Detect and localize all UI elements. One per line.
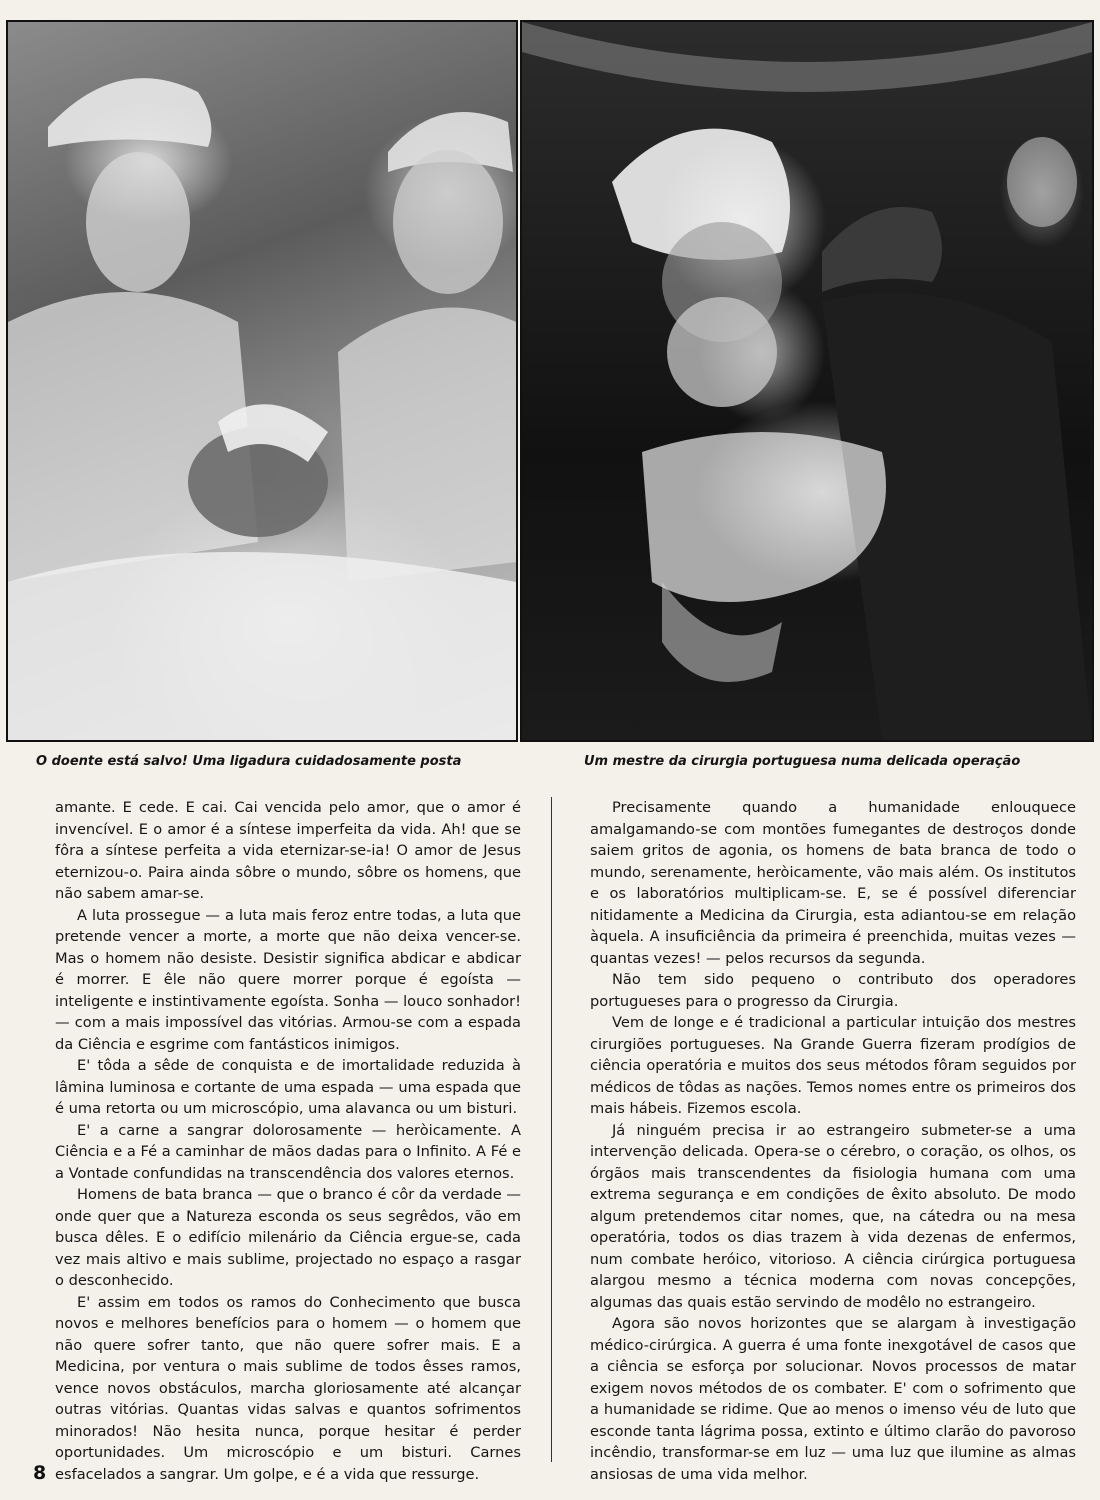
caption-right-photo: Um mestre da cirurgia portuguesa numa delicada operação [584, 754, 1021, 769]
photo-nurses-bandaging-patient [6, 20, 518, 742]
article-paragraph: E' tôda a sêde de conquista e de imortalidade reduzida à lâmina luminosa e cortante de uma espada — uma espada que é uma retorta ou um microscópio, uma alavanca ou um bisturi. [55, 1057, 521, 1117]
article-paragraph: Homens de bata branca — que o branco é côr da verdade — onde quer que a Natureza esconda os seus segrêdos, vão em busca dêles. E o edifício milenário da Ciência ergue-se, cada vez mais altivo e mais sublime, projectado no espaço a rasgar o desconhecido. [55, 1186, 521, 1289]
column-divider [551, 797, 552, 1462]
caption-left-photo: O doente está salvo! Uma ligadura cuidadosamente posta [36, 754, 462, 769]
article-paragraph: Já ninguém precisa ir ao estrangeiro submeter-se a uma intervenção delicada. Opera-se o cérebro, o coração, os olhos, os órgãos mais transcendentes da fisiologia humana com uma extrema segurança e em condições de êxito absoluto. De modo algum pretendemos citar nomes, que, na cátedra ou na mesa operatória, todos os dias trazem à vida dezenas de enfermos, num combate heróico, vitorioso. A ciência cirúrgica portuguesa alargou mesmo a técnica moderna com novas concepções, algumas das quais estão servindo de modêlo no estrangeiro. [590, 1121, 1076, 1311]
article-paragraph: Não tem sido pequeno o contributo dos operadores portugueses para o progresso da Cirurgia. [590, 971, 1076, 1010]
article-paragraph: Vem de longe e é tradicional a particular intuição dos mestres cirurgiões portugueses. Na Grande Guerra fizeram prodígios de ciência operatória e muitos dos seus métodos fôram seguidos por médicos de tôdas as nações. Temos nomes entre os primeiros dos mais hábeis. Fizemos escola. [590, 1014, 1076, 1117]
article-paragraph: Agora são novos horizontes que se alargam à investigação médico-cirúrgica. A guerra é uma fonte inexgotável de casos que a ciência se esforça por solucionar. Novos processos de matar exigem novos métodos de os combater. E' com o sofrimento que a humanidade se ridime. Que ao menos o imenso véu de luto que esconde tanta lágrima possa, extinto e último clarão do pavoroso incêndio, transformar-se em luz — uma luz que ilumine as almas ansiosas de uma vida melhor. [590, 1315, 1076, 1483]
article-paragraph: A luta prossegue — a luta mais feroz entre todas, a luta que pretende vencer a morte, a morte que não deixa vencer-se. Mas o homem não desiste. Desistir significa abdicar e abdicar é morrer. E êle não quere morrer porque é egoísta — inteligente e instintivamente egoísta. Sonha — louco sonhador! — com a mais impossível das vitórias. Armou-se com a espada da Ciência e esgrime com fantásticos inimigos. [55, 906, 521, 1053]
article-paragraph: E' a carne a sangrar dolorosamente — heròicamente. A Ciência e a Fé a caminhar de mãos dadas para o Infinito. A Fé e a Vontade confundidas na transcendência dos valores eternos. [55, 1121, 521, 1182]
article-left-column [55, 797, 521, 1485]
article-paragraph: E' assim em todos os ramos do Conhecimento que busca novos e melhores benefícios para o homem — o homem que não quere sofrer tanto, que não quere sofrer mais. E a Medicina, por ventura o mais sublime de todos êsses ramos, vence novos obstáculos, marcha gloriosamente até alcançar outras vitórias. Quantas vidas salvas e quantos sofrimentos minorados! Não hesita nunca, porque hesitar é perder oportunidades. Um microscópio e um bisturi. Carnes esfacelados a sangrar. Um golpe, e é a vida que ressurge. [55, 1293, 521, 1483]
photo-surgery-illustration [522, 22, 1092, 740]
photo-nurses-illustration [8, 22, 516, 740]
article-paragraph: Precisamente quando a humanidade enlouquece amalgamando-se com montões fumegantes de destroços donde saiem gritos de agonia, os homens de bata branca de todo o mundo, serenamente, heròicamente, vão mais além. Os institutos e os laboratórios multiplicam-se. E, se é possível diferenciar nitidamente a Medicina da Cirurgia, esta adiantou-se em relação àquela. A insuficiência da primeira é preenchida, muitas vezes — quantas vezes! — pelos recursos da segunda. [590, 799, 1076, 967]
article-paragraph: amante. E cede. E cai. Cai vencida pelo amor, que o amor é invencível. E o amor é a síntese imperfeita da vida. Ah! que se fôra a síntese perfeita a vida eternizar-se-ia! O amor de Jesus eternizou-o. Paira ainda sôbre o mundo, sôbre os homens, que não sabem amar-se. [55, 799, 521, 902]
article-right-column [590, 797, 1076, 1485]
page-number: 8 [33, 1462, 47, 1484]
photo-surgery-operation [520, 20, 1094, 742]
